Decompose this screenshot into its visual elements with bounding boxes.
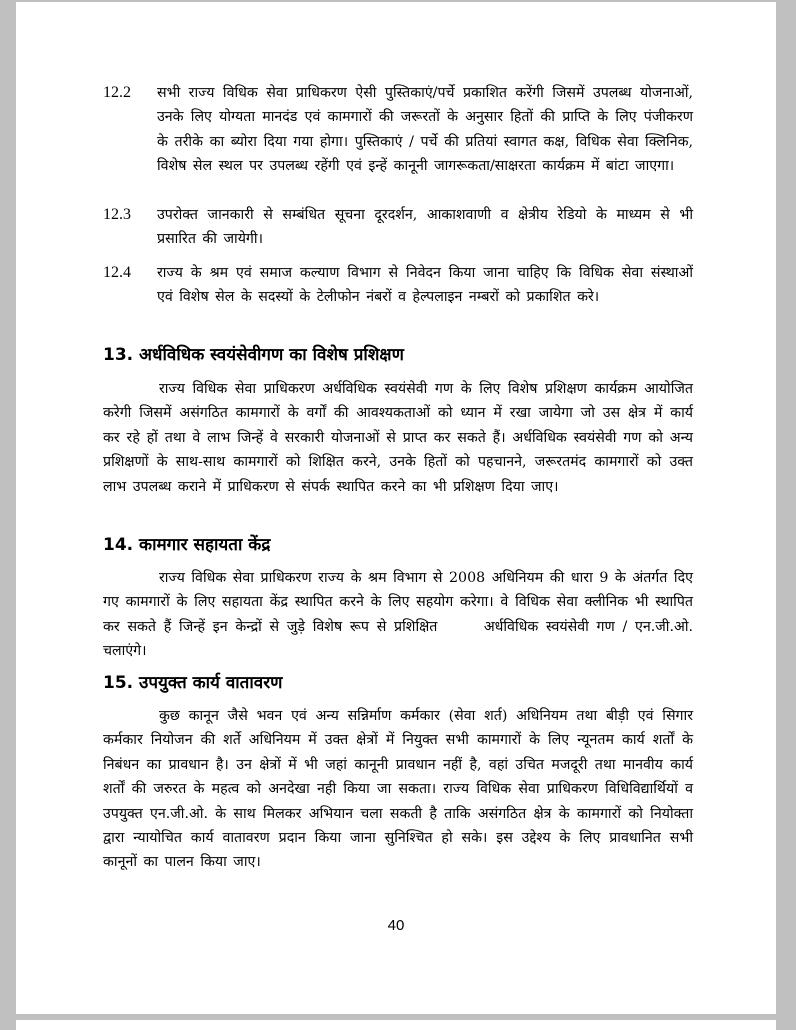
section-heading-15: 15. उपयुक्त कार्य वातावरण <box>103 673 283 693</box>
section-heading-14: 14. कामगार सहायता केंद्र <box>103 535 271 555</box>
clause-text: उपरोक्त जानकारी से सम्बंधित सूचना दूरदर्शन, आकाशवाणी व क्षेत्रीय रेडियो के माध्यम से भी प्रसारित की जायेगी। <box>157 207 693 248</box>
clause-12-4 <box>103 261 693 310</box>
section-heading-13: 13. अर्धविधिक स्वयंसेवीगण का विशेष प्रशिक्षण <box>103 345 404 365</box>
section-paragraph-14: राज्य विधिक सेवा प्राधिकरण राज्य के श्रम विभाग से 2008 अधिनियम की धारा 9 के अंतर्गत दिए गए कामगारों के लिए सहायता केंद्र स्थापित करने के लिए सहयोग करेगा। वे विधिक सेवा क्लीनिक भी स्थापित कर सकते हैं जिन्हें इन केन्द्रों से जुड़े विशेष रूप से प्रशिक्षित अर्धविधिक स्वयंसेवी गण / एन.जी.ओ. चलाएंगे। <box>103 570 700 660</box>
clause-text: राज्य के श्रम एवं समाज कल्याण विभाग से निवेदन किया जाना चाहिए कि विधिक सेवा संस्थाओं एवं विशेष सेल के सदस्यों के टेलीफोन नंबरों व हेल्पलाइन नम्बरों को प्रकाशित करे। <box>157 265 693 306</box>
page-number: 40 <box>387 917 405 934</box>
next-page-edge <box>16 1020 776 1030</box>
section-paragraph-15: कुछ कानून जैसे भवन एवं अन्य सन्निर्माण कर्मकार (सेवा शर्त) अधिनियम तथा बीड़ी एवं सिगार कर्मकार नियोजन की शर्ते अधिनियम में उक्त क्षेत्रों में नियुक्त सभी कामगारों के लिए न्यूनतम कार्य शर्तों के निबंधन का प्रावधान है। उन क्षेत्रों में भी जहां कानूनी प्रावधान नहीं है, वहां उचित मजदूरी तथा मानवीय कार्य शर्तों की जरुरत के महत्व को अनदेखा नही किया जा सकता। राज्य विधिक सेवा प्राधिकरण विधिविद्यार्थियों व उपयुक्त एन.जी.ओ. के साथ मिलकर अभियान चला सकती है ताकि असंगठित क्षेत्र के कामगारों को नियोक्ता द्वारा न्यायोचित कार्य वातावरण प्रदान किया जाना सुनिश्चित हो सके। इस उद्देश्य के लिए प्रावधानित सभी कानूनों का पालन किया जाए। <box>103 708 693 871</box>
clause-number: 12.3 <box>103 206 131 223</box>
clause-text: सभी राज्य विधिक सेवा प्राधिकरण ऐसी पुस्तिकाएं/पर्चे प्रकाशित करेंगी जिसमें उपलब्ध योजनाओं, उनके लिए योग्यता मानदंड एवं कामगारों की जरूरतों के अनुसार हितों की प्राप्ति के लिए पंजीकरण के तरीके का ब्योरा दिया गया होगा। पुस्तिकाएं / पर्चे की प्रतियां स्वागत कक्ष, विधिक सेवा क्लिनिक, विशेष सेल स्थल पर उपलब्ध रहेंगी एवं इन्हें कानूनी जागरूकता/साक्षरता कार्यक्रम में बांटा जाएगा। <box>157 85 693 175</box>
clause-12-3 <box>103 203 693 252</box>
clause-number: 12.4 <box>103 264 131 281</box>
clause-number: 12.2 <box>103 84 131 101</box>
clause-12-2 <box>103 81 693 179</box>
document-page <box>16 2 776 1014</box>
section-paragraph-13: राज्य विधिक सेवा प्राधिकरण अर्धविधिक स्वयंसेवी गण के लिए विशेष प्रशिक्षण कार्यक्रम आयोजित करेगी जिसमें असंगठित कामगारों के वर्गों की आवश्यकताओं को ध्यान में रखा जायेगा जो उस क्षेत्र में कार्य कर रहे हों तथा वे लाभ जिन्हें वे सरकारी योजनाओं से प्राप्त कर सकते हैं। अर्धविधिक स्वयंसेवी गण को अन्य प्रशिक्षणों के साथ-साथ कामगारों को शिक्षित करने, उनके हितों को पहचानने, जरूरतमंद कामगारों को उक्त लाभ उपलब्ध कराने में प्राधिकरण से संपर्क स्थापित करने का भी प्रशिक्षण दिया जाए। <box>103 381 693 495</box>
